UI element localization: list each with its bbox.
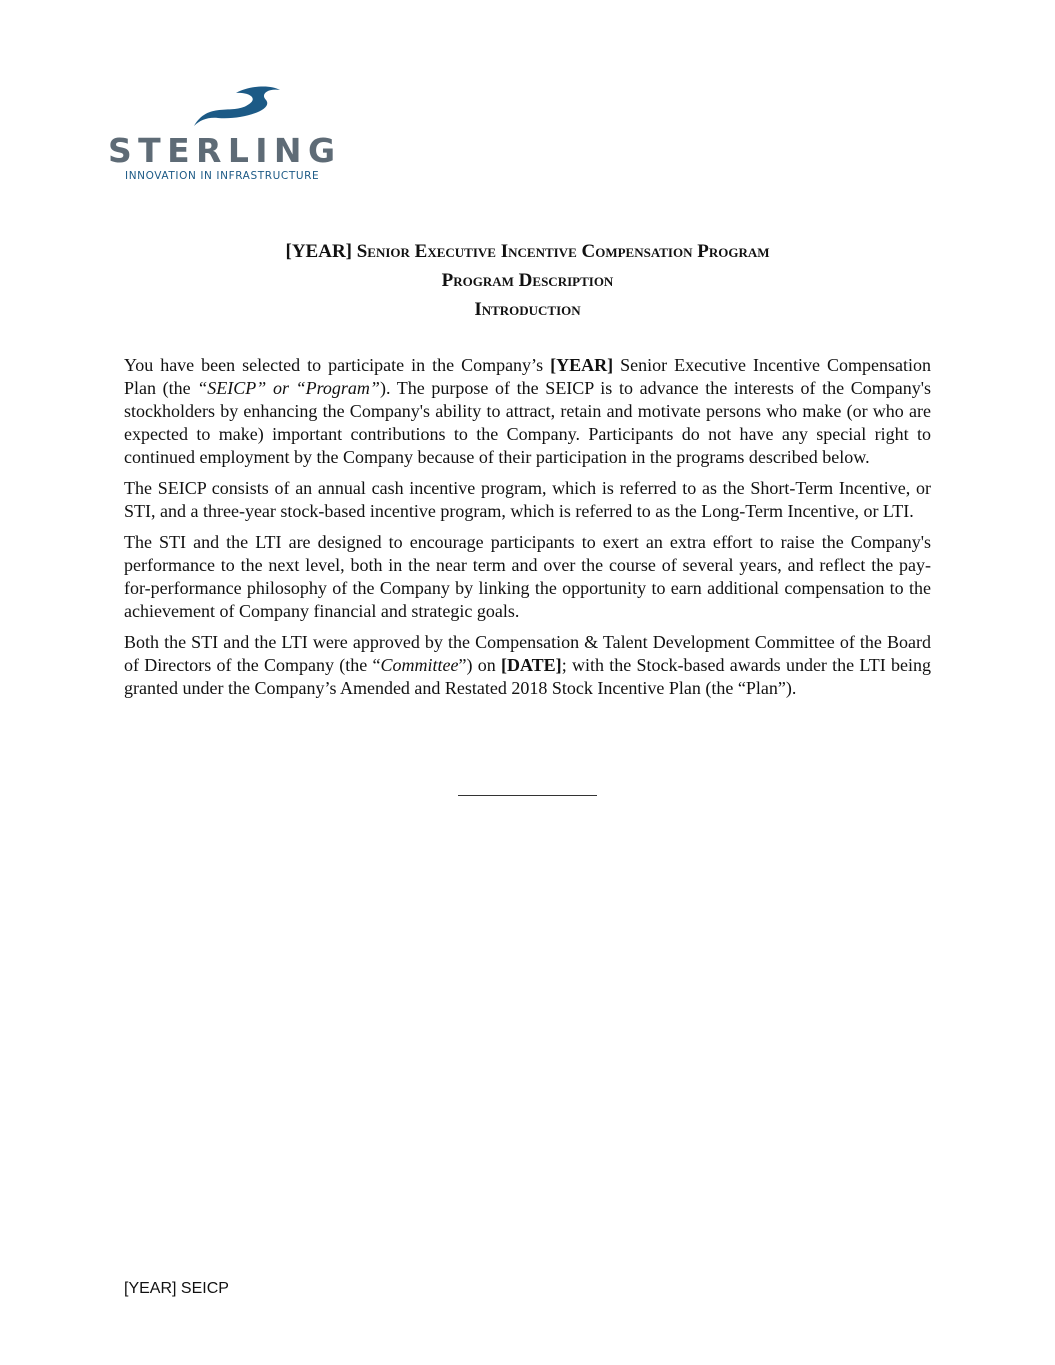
company-logo xyxy=(108,84,370,184)
paragraph-1: You have been selected to participate in the Company’s [YEAR] Senior Executive Incentive Compensation Plan (the “SEICP” or “Program”). The purpose of the SEICP is to advance the interests of the Company's stockholders by enhancing the Company's ability to attract, retain and motivate persons who make (or who are expected to make) important contributions to the Company. Participants do not have any special right to continued employment by the Company because of their participation in the programs described below. xyxy=(124,355,931,467)
paragraph-2: The SEICP consists of an annual cash incentive program, which is referred to as the Short-Term Incentive, or STI, and a three-year stock-based incentive program, which is referred to as the Long-Term Incentive, or LTI. xyxy=(124,478,931,521)
committee-term: Committee xyxy=(380,655,459,675)
body-text xyxy=(124,354,931,708)
paragraph-4: Both the STI and the LTI were approved by the Compensation & Talent Development Committee of the Board of Directors of the Company (the “Committee”) on [DATE]; with the Stock-based awards under the LTI being granted under the Company’s Amended and Restated 2018 Stock Incentive Plan (the “Plan”). xyxy=(124,632,932,698)
introduction-heading: Introduction xyxy=(474,299,581,320)
date-placeholder: [DATE] xyxy=(501,655,562,675)
swoosh-icon xyxy=(190,84,284,128)
year-placeholder: [YEAR] xyxy=(550,355,614,375)
logo-wordmark: STERLING xyxy=(108,131,342,170)
document-titles xyxy=(0,237,1055,324)
program-title: [YEAR] Senior Executive Incentive Compensation Program xyxy=(285,241,770,262)
paragraph-3: The STI and the LTI are designed to encourage participants to exert an extra effort to raise the Company's performance to the next level, both in the near term and over the course of several years, and reflect the pay-for-performance philosophy of the Company by linking the opportunity to earn additional compensation to the achievement of Company financial and strategic goals. xyxy=(124,532,931,621)
page-footer: [YEAR] SEICP xyxy=(124,1280,229,1297)
section-divider xyxy=(458,795,597,796)
logo-tagline: INNOVATION IN INFRASTRUCTURE xyxy=(125,170,320,182)
seicp-term: “SEICP” or “Program” xyxy=(197,378,380,398)
program-description-heading: Program Description xyxy=(441,270,614,291)
